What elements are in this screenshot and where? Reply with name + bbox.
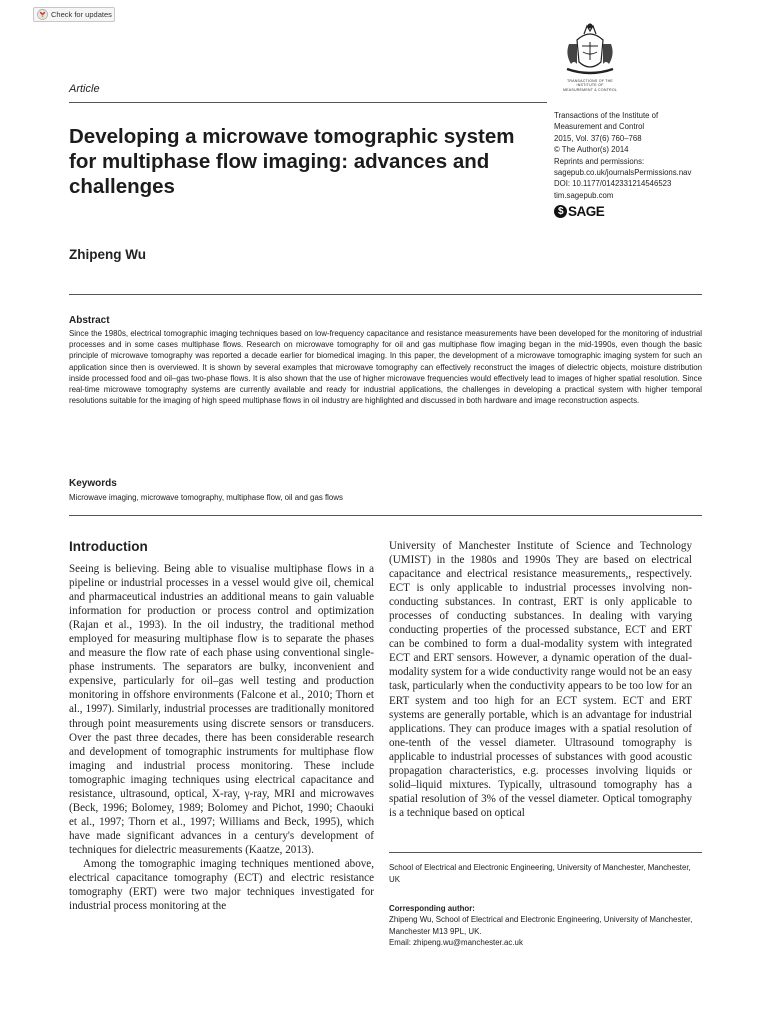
logo-caption-line: INSTITUTE OF bbox=[576, 83, 604, 88]
corresponding-author-details bbox=[389, 914, 702, 949]
abstract-divider bbox=[69, 294, 702, 295]
journal-info-line: tim.sagepub.com bbox=[554, 190, 614, 200]
body-column-left bbox=[69, 562, 374, 913]
author-name: Zhipeng Wu bbox=[69, 247, 146, 262]
body-paragraph: University of Manchester Institute of Science and Technology (UMIST) in the 1980s and 1990s They are based on electrical capacitance and electrical resistance measurements,, respectively. ECT is only applicable to industrial processes involving non-conducting substances. In contrast, ERT is only applicable to processes of conducting substances. In dealing with varying conducting properties of the processed substance, ECT and ERT can be combined to form a dual-modality system with integrated ECT and ERT sensors. However, a dynamic operation of the dual-modality system for a wide conductivity range would not be an easy task, particularly when the conductivity appears to be too low for an ERT system and too high for an ECT system. ECT and ERT systems are generally portable, which is an advantage for industrial applications. They can produce images with a spatial resolution of one-tenth of the vessel diameter. Ultrasound tomography is applicable to industrial processes of substances with good acoustic propagation characteristics, e.g. processes involving liquids or solid–liquid mixtures. Typically, ultrasound tomography has a spatial resolution of 3% of the vessel diameter. Optical tomography is a technique based on optical bbox=[389, 540, 692, 819]
journal-info-line: sagepub.co.uk/journalsPermissions.nav bbox=[554, 168, 692, 178]
journal-info-line: 2015, Vol. 37(6) 760–768 bbox=[554, 133, 642, 143]
institute-crest-logo bbox=[557, 20, 623, 106]
logo-caption-line: MEASUREMENT & CONTROL bbox=[562, 87, 618, 92]
journal-info-line: Transactions of the Institute of bbox=[554, 111, 659, 120]
keywords-heading: Keywords bbox=[69, 478, 117, 489]
check-updates-icon bbox=[37, 9, 48, 20]
keywords-divider bbox=[69, 515, 702, 516]
corresponding-author-heading: Corresponding author: bbox=[389, 904, 475, 913]
header-divider bbox=[69, 102, 547, 103]
journal-info-line: Reprints and permissions: bbox=[554, 156, 645, 166]
author-affiliation: School of Electrical and Electronic Engineering, University of Manchester, Manchester, UK bbox=[389, 863, 691, 885]
abstract-heading: Abstract bbox=[69, 315, 110, 326]
check-for-updates-button[interactable] bbox=[33, 7, 115, 22]
journal-info-line: Measurement and Control bbox=[554, 122, 645, 132]
article-type-label: Article bbox=[69, 83, 100, 95]
journal-info bbox=[554, 110, 734, 201]
journal-info-line: © The Author(s) 2014 bbox=[554, 145, 629, 155]
corresponding-author-email[interactable]: Email: zhipeng.wu@manchester.ac.uk bbox=[389, 938, 523, 948]
crest-icon bbox=[557, 20, 623, 78]
paper-title: Developing a microwave tomographic system for multiphase flow imaging: advances and challenges bbox=[69, 125, 515, 198]
body-paragraph: Seeing is believing. Being able to visualise multiphase flows in a pipeline or industrial processes in a vessel would give oil, chemical and pharmaceutical industries an additional means to gain valuable information for production or process control and optimization (Rajan et al., 1993). In the oil industry, the traditional method employed for measuring multiphase flow is to separate the phases and measure the flow rate of each phase using conventional single-phase instruments. The separators are bulky, inconvenient and expensive, particularly for oil–gas well testing and production monitoring in offshore environments (Falcone et al., 2010; Thorn et al., 1997). Similarly, industrial processes are traditionally monitored through point measurements using discrete sensors or transducers. Over the past three decades, there has been considerable research and development of tomographic instruments for multiphase flow imaging and industrial process monitoring. These include tomographic imaging techniques using electrical capacitance and resistance, ultrasound, optical, X-ray, γ-ray, MRI and microwaves (Beck, 1996; Bolomey, 1989; Bolomey and Pichot, 1990; Chaouki et al., 1997; Thorn et al., 1997; Williams and Beck, 1995), which have made significant advances in a century's development of techniques for dielectric measurements (Kaatze, 2013). bbox=[69, 563, 374, 856]
footnote-divider bbox=[389, 852, 702, 853]
sage-wordmark: SAGE bbox=[568, 204, 605, 219]
sage-symbol-icon: $ bbox=[554, 205, 567, 218]
journal-info-line: DOI: 10.1177/0142331214546523 bbox=[554, 179, 672, 189]
body-column-right bbox=[389, 539, 692, 820]
sage-publisher-logo bbox=[554, 204, 604, 219]
check-updates-label: Check for updates bbox=[51, 10, 112, 19]
logo-caption-line: TRANSACTIONS OF THE bbox=[566, 79, 614, 83]
corresponding-author-address: Zhipeng Wu, School of Electrical and Electronic Engineering, University of Manchester, Manchester M13 9PL, UK. bbox=[389, 915, 693, 936]
introduction-heading: Introduction bbox=[69, 539, 148, 554]
body-paragraph: Among the tomographic imaging techniques mentioned above, electrical capacitance tomography (ECT) and electric resistance tomography (ERT) were two major techniques investigated for industrial process monitoring at the bbox=[69, 857, 374, 913]
abstract-text: Since the 1980s, electrical tomographic imaging techniques based on low-frequency capacitance and resistance measurements have been developed for the monitoring of industrial processes and in some cases multiphase flows. Research on microwave tomography for oil and gas multiphase flow imaging began in the mid-1990s, even though the basic principle of microwave tomography was reported a decade earlier for biomedical imaging. In this paper, the development of a microwave tomographic imaging system for such an application since then is overviewed. It is shown by several examples that microwave tomography can effectively reconstruct the images of dielectric objects, moisture distribution inside processed food and oil–gas two-phase flows. It is also shown that the use of higher microwave frequencies would effectively lead to images of higher spatial resolution. Since real-time microwave tomography systems are currently available and ready for industrial applications, the challenges in developing a practical system with higher temporal resolutions suitable for the imaging of high speed multiphase flows in oil industry are highlighted and discussed in both hardware and image reconstruction aspects. bbox=[69, 329, 702, 406]
keywords-text: Microwave imaging, microwave tomography, multiphase flow, oil and gas flows bbox=[69, 493, 343, 502]
